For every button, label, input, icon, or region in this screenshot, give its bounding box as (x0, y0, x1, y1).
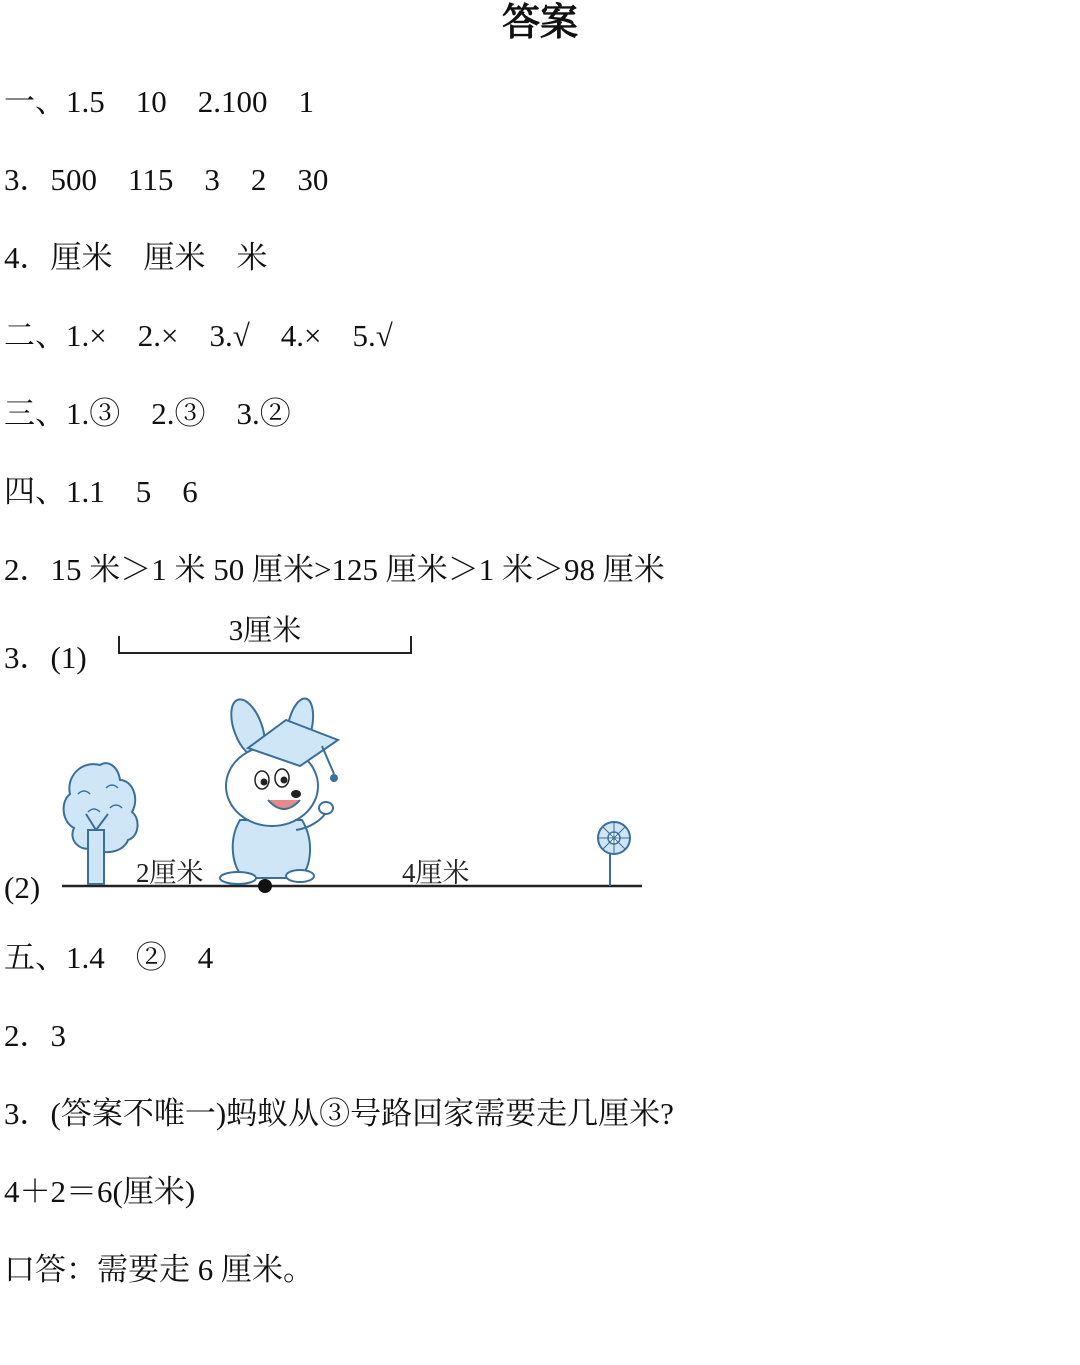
flower-icon (598, 822, 630, 886)
answer-line-11: 3．(答案不唯一)蚂蚁从③号路回家需要走几厘米? (4, 1096, 674, 1131)
answer-line-2: 3．500 115 3 2 30 (4, 162, 329, 197)
tree-icon (64, 763, 138, 884)
answer-line-5: 三、1.③ 2.③ 3.② (4, 396, 291, 431)
answer-line-1: 一、1.5 10 2.100 1 (4, 84, 314, 119)
answer-line-6: 四、1.1 5 6 (4, 474, 198, 509)
answer-line-13: 口答：需要走 6 厘米。 (4, 1252, 314, 1287)
answer-line-9: 五、1.4 ② 4 (4, 940, 214, 975)
three-cm-segment (118, 636, 412, 654)
answer-line-3: 4．厘米 厘米 米 (4, 240, 268, 275)
answer-line-7: 2．15 米＞1 米 50 厘米>125 厘米＞1 米＞98 厘米 (4, 552, 665, 587)
answer-line-8: 3．(1) (4, 640, 87, 675)
left-distance-label: 2厘米 (136, 858, 204, 888)
right-distance-label: 4厘米 (402, 858, 470, 888)
part-2-label: (2) (4, 870, 41, 905)
segment-label: 3厘米 (228, 615, 302, 647)
answer-line-10: 2．3 (4, 1018, 66, 1053)
page-title: 答案 (501, 0, 578, 44)
answer-line-4: 二、1.× 2.× 3.√ 4.× 5.√ (4, 318, 393, 353)
answer-line-12: 4＋2＝6(厘米) (4, 1174, 196, 1209)
rabbit-position-dot (258, 879, 272, 893)
distance-figure (0, 690, 700, 910)
rabbit-icon (220, 695, 338, 884)
